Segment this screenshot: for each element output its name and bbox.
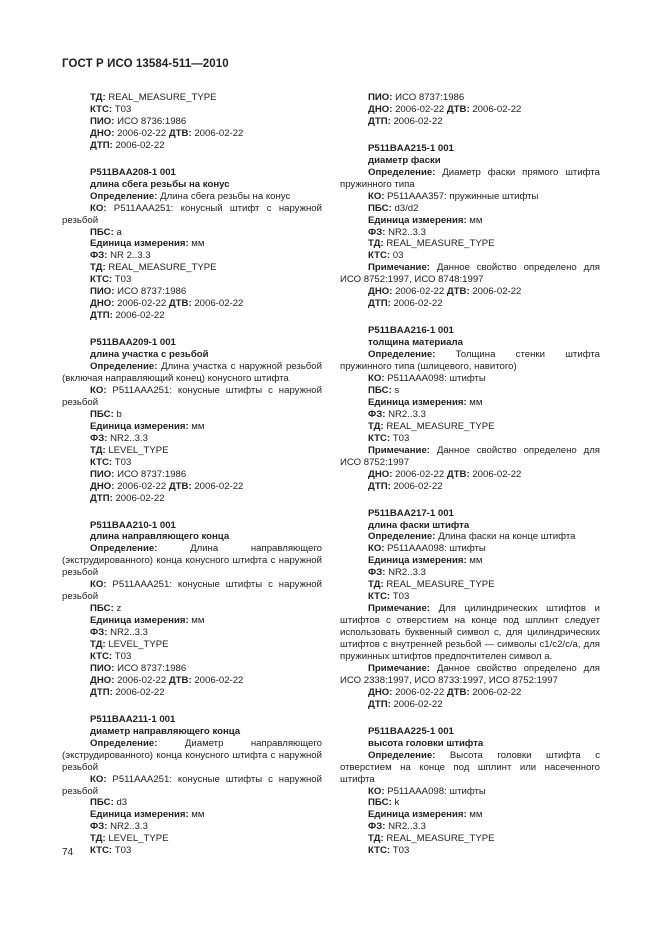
- field-label: ПБС:: [368, 202, 392, 214]
- field-value: 2006-02-22: [191, 674, 244, 686]
- field-line: [62, 445, 322, 457]
- field-value: Диаметр направляющего (экструдированного) конца конусного штифта с наружной резьбой: [62, 737, 322, 773]
- property-entry: [340, 143, 600, 310]
- field-label: ПБС:: [90, 797, 114, 809]
- field-value: REAL_MEASURE_TYPE: [383, 420, 495, 432]
- field-value: Т03: [112, 274, 132, 286]
- field-label: Единица измерения:: [90, 615, 189, 627]
- field-line: [340, 385, 600, 397]
- field-label: ТД:: [90, 92, 106, 103]
- field-label: ДТВ:: [446, 686, 470, 698]
- field-label: ФЗ:: [368, 226, 386, 238]
- field-label: ТД:: [368, 833, 384, 845]
- field-value: d3: [113, 797, 128, 809]
- field-label: ПИО:: [90, 468, 115, 480]
- field-label: ПБС:: [90, 408, 114, 420]
- field-line: [62, 310, 322, 322]
- field-line: [62, 738, 322, 774]
- field-value: z: [113, 603, 122, 615]
- field-label: Определение:: [368, 349, 436, 361]
- page-header: ГОСТ Р ИСО 13584-511—2010: [62, 58, 229, 70]
- field-value: ИСО 8737:1986: [114, 286, 187, 298]
- field-line: [62, 457, 322, 469]
- field-line: [340, 555, 600, 567]
- field-value: Данное свойство определено для ИСО 8752:1997, ИСО 8748:1997: [340, 262, 600, 286]
- field-line: [340, 286, 600, 298]
- field-value: ИСО 8736:1986: [114, 115, 187, 127]
- field-value: 2006-02-22: [112, 310, 165, 322]
- field-label: Определение:: [90, 361, 158, 373]
- entry-code: P511BAA217-1 001: [368, 507, 454, 519]
- field-label: КО:: [90, 202, 107, 214]
- field-value: мм: [188, 238, 205, 250]
- field-line: [340, 833, 600, 845]
- entry-code: P511BAA225-1 001: [368, 725, 454, 737]
- field-value: 2006-02-22: [390, 298, 443, 310]
- field-line: [340, 750, 600, 786]
- field-label: ТД:: [368, 579, 384, 591]
- field-value: мм: [188, 615, 205, 627]
- field-value: 2006-02-22: [469, 286, 522, 298]
- field-label: Определение:: [368, 166, 436, 178]
- field-value: P511AAA098: штифты: [384, 785, 486, 797]
- field-line: [62, 128, 322, 140]
- field-line: [340, 421, 600, 433]
- field-line: [340, 591, 600, 603]
- field-label: ПБС:: [90, 226, 114, 238]
- entry-code: P511BAA208-1 001: [90, 166, 176, 178]
- field-value: ИСО 8737:1986: [114, 662, 187, 674]
- property-entry: [62, 520, 322, 699]
- field-label: ДНО:: [368, 686, 393, 698]
- left-column: [62, 92, 322, 872]
- field-line: [62, 385, 322, 409]
- field-value: P511AAA251: конусные штифты с наружной резьбой: [62, 384, 322, 408]
- field-value: REAL_MEASURE_TYPE: [383, 833, 495, 845]
- field-line: [62, 140, 322, 152]
- field-line: [340, 481, 600, 493]
- field-line: [340, 445, 600, 469]
- field-label: ДТП:: [90, 310, 113, 322]
- field-label: ДТВ:: [168, 674, 192, 686]
- field-label: ДТВ:: [168, 480, 192, 492]
- field-value: ИСО 8737:1986: [114, 468, 187, 480]
- field-line: [62, 579, 322, 603]
- field-line: [340, 298, 600, 310]
- field-value: Т03: [390, 845, 410, 857]
- field-value: 2006-02-22: [114, 480, 169, 492]
- field-label: ФЗ:: [90, 821, 108, 833]
- property-entry: [340, 508, 600, 711]
- field-value: Длина направляющего (экструдированного) конца конусного штифта с наружной резьбой: [62, 543, 322, 579]
- field-value: REAL_MEASURE_TYPE: [383, 238, 495, 250]
- field-line: [340, 687, 600, 699]
- field-label: ПИО:: [90, 115, 115, 127]
- field-label: ДТП:: [368, 480, 391, 492]
- field-line: [340, 92, 600, 104]
- field-line: [62, 227, 322, 239]
- field-value: P511AAA251: конусные штифты с наружной резьбой: [62, 579, 322, 603]
- field-value: Т03: [112, 103, 132, 115]
- field-value: Т03: [112, 650, 132, 662]
- field-label: ДНО:: [368, 468, 393, 480]
- field-label: КТС:: [90, 845, 113, 857]
- field-value: NR2..3.3: [385, 226, 426, 238]
- field-label: КТС:: [90, 274, 113, 286]
- field-value: Толщина стенки штифта пружинного типа (шлицевого, навитого): [340, 349, 600, 373]
- field-line: [62, 639, 322, 651]
- field-value: 2006-02-22: [392, 286, 447, 298]
- field-label: Определение:: [368, 749, 436, 761]
- field-line: [340, 215, 600, 227]
- field-value: NR2..3.3: [385, 408, 426, 420]
- field-value: P511AAA098: штифты: [384, 543, 486, 555]
- field-label: ПБС:: [368, 384, 392, 396]
- field-line: [340, 203, 600, 215]
- field-label: ФЗ:: [90, 432, 108, 444]
- field-label: ДНО:: [90, 674, 115, 686]
- field-value: Высота головки штифта с отверстием на конце под шплинт или насеченного штифта: [340, 749, 600, 785]
- field-line: [62, 845, 322, 857]
- property-entry: [62, 337, 322, 504]
- field-value: P511AAA098: штифты: [384, 373, 486, 385]
- field-label: ДНО:: [90, 480, 115, 492]
- field-line: [340, 797, 600, 809]
- field-line: [62, 203, 322, 227]
- field-label: КО:: [90, 384, 107, 396]
- field-line: [62, 421, 322, 433]
- property-entry: [340, 726, 600, 857]
- field-value: NR2..3.3: [107, 627, 148, 639]
- field-line: [62, 104, 322, 116]
- field-line: [62, 615, 322, 627]
- field-label: Примечание:: [368, 603, 430, 615]
- right-column: [340, 92, 600, 872]
- field-label: КТС:: [368, 250, 391, 262]
- field-line: [62, 687, 322, 699]
- field-value: ИСО 8737:1986: [392, 92, 465, 103]
- field-label: Определение:: [90, 737, 158, 749]
- field-label: Примечание:: [368, 662, 430, 674]
- field-value: Данное свойство определено для ИСО 2338:1997, ИСО 8733:1997, ИСО 8752:1997: [340, 662, 600, 686]
- field-line: [340, 821, 600, 833]
- field-line: [340, 227, 600, 239]
- field-value: NR2..3.3: [107, 432, 148, 444]
- field-value: 2006-02-22: [112, 686, 165, 698]
- field-value: P511AAA251: конусные штифты с наружной резьбой: [62, 773, 322, 797]
- field-label: Единица измерения:: [368, 214, 467, 226]
- field-line: [340, 373, 600, 385]
- field-label: ДТВ:: [446, 468, 470, 480]
- field-label: Единица измерения:: [90, 238, 189, 250]
- field-line: [62, 543, 322, 579]
- field-label: КО:: [90, 773, 107, 785]
- field-label: ТД:: [90, 833, 106, 845]
- field-label: ДТВ:: [446, 103, 470, 115]
- entry-name: толщина материала: [368, 337, 463, 349]
- entry-name: длина фаски штифта: [368, 519, 470, 531]
- field-label: ТД:: [90, 639, 106, 651]
- field-line: [340, 397, 600, 409]
- field-value: 2006-02-22: [390, 115, 443, 127]
- field-value: Т03: [390, 432, 410, 444]
- field-line: [340, 116, 600, 128]
- field-label: ТД:: [90, 444, 106, 456]
- field-value: 2006-02-22: [469, 468, 522, 480]
- field-label: ПИО:: [90, 662, 115, 674]
- field-label: ДТВ:: [446, 286, 470, 298]
- field-label: ДНО:: [368, 286, 393, 298]
- field-value: 2006-02-22: [390, 698, 443, 710]
- field-label: ДТВ:: [168, 127, 192, 139]
- field-value: d3/d2: [391, 202, 419, 214]
- field-label: ФЗ:: [368, 567, 386, 579]
- field-value: 2006-02-22: [390, 480, 443, 492]
- field-line: [62, 603, 322, 615]
- field-line: [340, 543, 600, 555]
- field-line: [340, 104, 600, 116]
- entry-code: P511BAA210-1 001: [90, 519, 176, 531]
- field-value: P511AAA357: пружинные штифты: [384, 190, 539, 202]
- field-label: ФЗ:: [368, 821, 386, 833]
- field-label: КТС:: [90, 103, 113, 115]
- field-value: мм: [466, 809, 483, 821]
- field-label: Единица измерения:: [90, 809, 189, 821]
- field-label: ДТП:: [90, 492, 113, 504]
- field-line: [62, 262, 322, 274]
- field-line: [340, 699, 600, 711]
- field-value: 2006-02-22: [112, 139, 165, 151]
- field-line: [340, 469, 600, 481]
- field-line: [340, 579, 600, 591]
- field-label: ДТП:: [368, 115, 391, 127]
- field-value: 03: [390, 250, 404, 262]
- field-label: Единица измерения:: [368, 555, 467, 567]
- field-value: Для цилиндрических штифтов и штифтов с отверстием на конце под шплинт следует использовать буквенный символ c, для цилиндрических штифтов с внутренней резьбой — символы c1/c2/c/a, для пружинных штифтов предпочтителен символ a.: [340, 603, 600, 662]
- field-line: [340, 663, 600, 687]
- property-entry: [340, 325, 600, 492]
- field-label: Примечание:: [368, 262, 430, 274]
- field-value: 2006-02-22: [114, 674, 169, 686]
- field-label: ДТП:: [368, 298, 391, 310]
- field-label: КО:: [90, 579, 107, 591]
- field-line: [340, 250, 600, 262]
- field-value: k: [391, 797, 400, 809]
- field-label: Единица измерения:: [368, 809, 467, 821]
- field-value: 2006-02-22: [114, 298, 169, 310]
- field-value: Длина участка с наружной резьбой (включая направляющий конец) конусного штифта: [62, 361, 322, 385]
- field-line: [62, 651, 322, 663]
- field-label: КТС:: [90, 650, 113, 662]
- field-value: REAL_MEASURE_TYPE: [105, 262, 217, 274]
- field-line: [62, 298, 322, 310]
- field-value: Данное свойство определено для ИСО 8752:1997: [340, 444, 600, 468]
- field-label: КТС:: [368, 591, 391, 603]
- field-label: ДТП:: [368, 698, 391, 710]
- field-line: [62, 481, 322, 493]
- field-label: Определение:: [90, 543, 158, 555]
- entry-name: высота головки штифта: [368, 737, 484, 749]
- field-line: [340, 409, 600, 421]
- field-value: LEVEL_TYPE: [105, 833, 169, 845]
- field-label: КТС:: [90, 456, 113, 468]
- field-label: ТД:: [90, 262, 106, 274]
- field-label: ПБС:: [368, 797, 392, 809]
- entry-name: диаметр направляющего конца: [90, 725, 241, 737]
- field-value: NR 2..3.3: [107, 250, 151, 262]
- field-label: ПИО:: [90, 286, 115, 298]
- field-line: [340, 531, 600, 543]
- field-label: КО:: [368, 785, 385, 797]
- field-value: 2006-02-22: [191, 480, 244, 492]
- field-label: Единица измерения:: [368, 396, 467, 408]
- field-line: [62, 286, 322, 298]
- field-label: КО:: [368, 190, 385, 202]
- field-label: ДНО:: [90, 127, 115, 139]
- field-value: мм: [466, 214, 483, 226]
- field-value: 2006-02-22: [392, 103, 447, 115]
- field-line: [340, 191, 600, 203]
- field-line: [62, 809, 322, 821]
- field-line: [62, 833, 322, 845]
- field-line: [62, 797, 322, 809]
- field-label: КО:: [368, 543, 385, 555]
- field-line: [62, 250, 322, 262]
- field-line: [62, 493, 322, 505]
- field-value: 2006-02-22: [469, 686, 522, 698]
- field-value: REAL_MEASURE_TYPE: [383, 579, 495, 591]
- entry-name: длина участка с резьбой: [90, 349, 209, 361]
- field-value: s: [391, 384, 400, 396]
- field-value: LEVEL_TYPE: [105, 444, 169, 456]
- entry-code: P511BAA216-1 001: [368, 325, 454, 337]
- field-label: ДНО:: [368, 103, 393, 115]
- field-line: [62, 627, 322, 639]
- field-value: 2006-02-22: [112, 492, 165, 504]
- field-line: [340, 238, 600, 250]
- field-line: [62, 675, 322, 687]
- entry-name: длина сбега резьбы на конус: [90, 178, 230, 190]
- field-value: NR2..3.3: [385, 567, 426, 579]
- field-label: ТД:: [368, 420, 384, 432]
- entry-name: диаметр фаски: [368, 154, 441, 166]
- field-line: [62, 409, 322, 421]
- field-value: NR2..3.3: [107, 821, 148, 833]
- field-value: 2006-02-22: [392, 686, 447, 698]
- field-line: [62, 433, 322, 445]
- field-label: Единица измерения:: [90, 420, 189, 432]
- field-value: REAL_MEASURE_TYPE: [105, 92, 217, 103]
- field-line: [62, 821, 322, 833]
- field-value: Т03: [112, 845, 132, 857]
- property-entry: [62, 714, 322, 857]
- field-value: LEVEL_TYPE: [105, 639, 169, 651]
- field-value: 2006-02-22: [114, 127, 169, 139]
- field-label: ДНО:: [90, 298, 115, 310]
- field-value: Диаметр фаски прямого штифта пружинного типа: [340, 166, 600, 190]
- field-value: 2006-02-22: [392, 468, 447, 480]
- property-entry: [62, 92, 322, 152]
- field-label: ДТП:: [90, 139, 113, 151]
- field-value: NR2..3.3: [385, 821, 426, 833]
- field-label: ПБС:: [90, 603, 114, 615]
- field-line: [62, 191, 322, 203]
- field-label: ДТП:: [90, 686, 113, 698]
- field-label: Определение:: [90, 190, 158, 202]
- field-value: 2006-02-22: [191, 298, 244, 310]
- field-value: P511AAA251: конусный штифт с наружной резьбой: [62, 202, 322, 226]
- entry-name: длина направляющего конца: [90, 531, 230, 543]
- field-value: a: [113, 226, 122, 238]
- field-value: Т03: [390, 591, 410, 603]
- field-value: мм: [466, 396, 483, 408]
- field-label: Определение:: [368, 531, 436, 543]
- entry-code: P511BAA211-1 001: [90, 713, 176, 725]
- field-label: ФЗ:: [90, 627, 108, 639]
- field-line: [340, 567, 600, 579]
- field-label: ПИО:: [368, 92, 393, 103]
- entry-code: P511BAA215-1 001: [368, 142, 454, 154]
- field-label: КТС:: [368, 432, 391, 444]
- field-value: 2006-02-22: [469, 103, 522, 115]
- property-entry: [340, 92, 600, 128]
- field-line: [340, 433, 600, 445]
- field-value: мм: [466, 555, 483, 567]
- field-line: [340, 809, 600, 821]
- field-line: [340, 167, 600, 191]
- field-value: Длина сбега резьбы на конус: [157, 190, 291, 202]
- entry-code: P511BAA209-1 001: [90, 337, 176, 349]
- field-value: Длина фаски на конце штифта: [435, 531, 576, 543]
- field-value: Т03: [112, 456, 132, 468]
- field-value: b: [113, 408, 122, 420]
- field-line: [340, 786, 600, 798]
- field-label: ФЗ:: [368, 408, 386, 420]
- field-label: ФЗ:: [90, 250, 108, 262]
- property-entry: [62, 167, 322, 322]
- field-line: [340, 845, 600, 857]
- page-number: 74: [62, 847, 74, 858]
- field-value: мм: [188, 420, 205, 432]
- field-line: [340, 603, 600, 663]
- field-line: [62, 469, 322, 481]
- field-line: [62, 361, 322, 385]
- field-line: [62, 116, 322, 128]
- field-line: [62, 92, 322, 104]
- field-label: Примечание:: [368, 444, 430, 456]
- field-label: ТД:: [368, 238, 384, 250]
- field-label: ДТВ:: [168, 298, 192, 310]
- field-line: [62, 774, 322, 798]
- field-label: КТС:: [368, 845, 391, 857]
- field-line: [62, 663, 322, 675]
- field-value: мм: [188, 809, 205, 821]
- field-line: [340, 262, 600, 286]
- field-label: КО:: [368, 373, 385, 385]
- field-line: [340, 349, 600, 373]
- field-line: [62, 238, 322, 250]
- field-line: [62, 274, 322, 286]
- field-value: 2006-02-22: [191, 127, 244, 139]
